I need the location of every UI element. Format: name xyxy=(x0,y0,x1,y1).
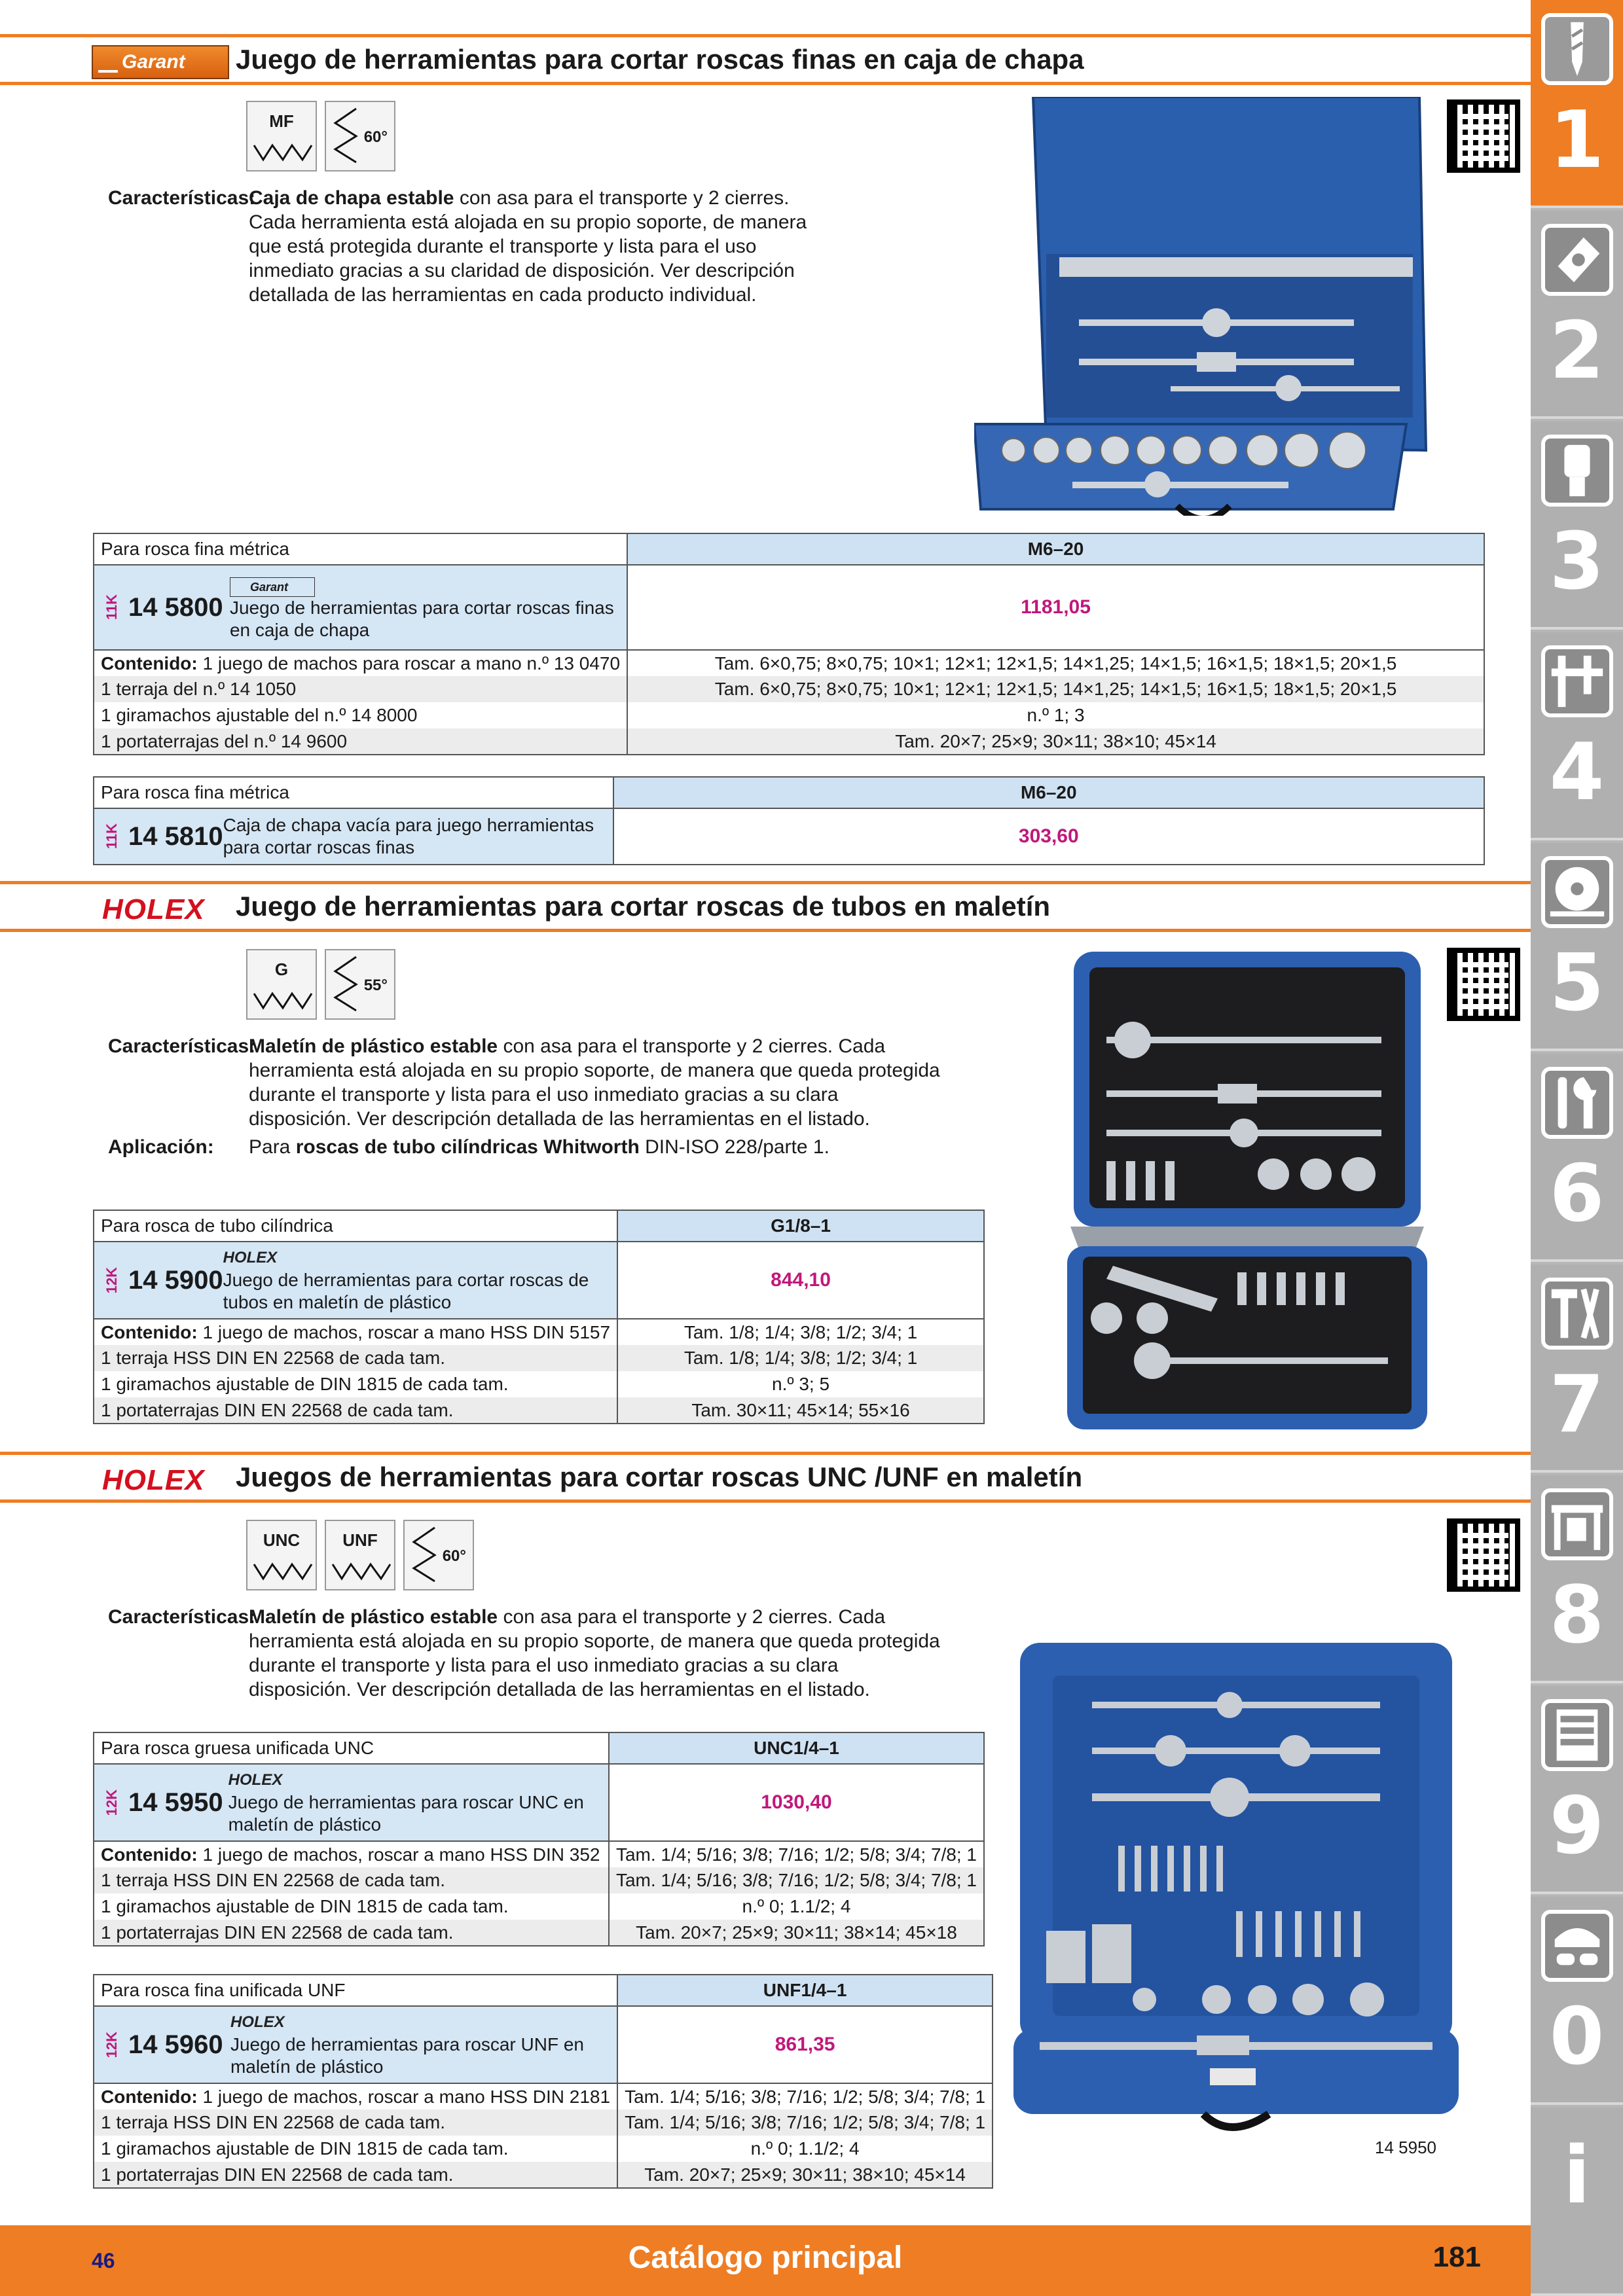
thread-symbols xyxy=(246,1520,474,1590)
product-image-unc-unf-case xyxy=(1013,1636,1459,2134)
table-row: Contenido: 1 juego de machos, roscar a mano HSS DIN 5157 Tam. 1/8; 1/4; 3/8; 1/2; 3/4; 1 xyxy=(94,1319,984,1345)
table-row: 1 giramachos ajustable de DIN 1815 de cada tam. n.º 0; 1.1/2; 4 xyxy=(94,2136,993,2162)
table-row: Contenido: 1 juego de machos, roscar a mano HSS DIN 352 Tam. 1/4; 5/16; 3/8; 7/16; 1/2; 5/8; 3/4; 7/8; 1 xyxy=(94,1841,984,1867)
catalog-section-number: 46 xyxy=(92,2249,115,2272)
section-header xyxy=(0,1452,1531,1503)
chapter-number: 2 xyxy=(1549,306,1605,397)
chapter-tab-8[interactable] xyxy=(1531,1475,1623,1683)
chapter-number: 6 xyxy=(1549,1149,1605,1240)
tool-holder-icon xyxy=(1541,435,1613,507)
chapter-number: 4 xyxy=(1549,727,1605,818)
insert-icon xyxy=(1541,224,1613,296)
application-text: Aplicación: Para roscas de tubo cilíndricas Whitworth DIN-ISO 228/parte 1. xyxy=(108,1136,830,1158)
footer-title: Catálogo principal xyxy=(628,2240,903,2275)
cabinet-icon xyxy=(1541,1699,1613,1771)
article-price: 1181,05 xyxy=(627,565,1484,650)
article-number: 14 5810 xyxy=(128,822,223,851)
article-price: 844,10 xyxy=(617,1242,984,1319)
thread-angle-symbol: 60° xyxy=(403,1520,474,1590)
chapter-tab-1[interactable] xyxy=(1531,0,1623,208)
qr-code-icon[interactable] xyxy=(1447,1518,1520,1592)
product-image-pipe-thread-case xyxy=(1061,952,1434,1429)
chapter-tab-3[interactable] xyxy=(1531,422,1623,630)
product-table-145810 xyxy=(93,776,1485,865)
chapter-number: 3 xyxy=(1549,516,1605,607)
chapter-number: 9 xyxy=(1549,1781,1605,1872)
table-row-article[interactable] xyxy=(94,1764,984,1841)
article-description: Juego de herramientas para cortar roscas de tubos en maletín de plástico xyxy=(223,1270,589,1312)
holex-logo-small: HOLEX xyxy=(230,2013,285,2031)
product-image-steel-case xyxy=(974,97,1432,516)
article-number: 14 5900 xyxy=(128,1266,223,1295)
product-table-145960 xyxy=(93,1974,993,2189)
chapter-number: 1 xyxy=(1549,95,1605,186)
holex-logo: HOLEX xyxy=(102,893,205,925)
holex-logo-small: HOLEX xyxy=(228,1771,283,1789)
product-table-145900 xyxy=(93,1210,985,1424)
section-header xyxy=(0,34,1531,85)
table-header-label: Para rosca de tubo cilíndrica xyxy=(94,1210,617,1242)
article-description: Caja de chapa vacía para juego herramientas para cortar roscas finas xyxy=(223,815,594,857)
table-row-article[interactable] xyxy=(94,1242,984,1319)
table-row: 1 terraja HSS DIN EN 22568 de cada tam. Tam. 1/4; 5/16; 3/8; 7/16; 1/2; 5/8; 3/4; 7/8; 1 xyxy=(94,2109,993,2136)
table-row: Contenido: 1 juego de machos, roscar a mano HSS DIN 2181 Tam. 1/4; 5/16; 3/8; 7/16; 1/2; 5/8; 3/4; 7/8; 1 xyxy=(94,2083,993,2109)
table-row: 1 terraja HSS DIN EN 22568 de cada tam. Tam. 1/8; 1/4; 3/8; 1/2; 3/4; 1 xyxy=(94,1345,984,1371)
section-title: Juegos de herramientas para cortar roscas UNC /UNF en maletín xyxy=(236,1462,1083,1492)
section-header xyxy=(0,881,1531,932)
chapter-tab-info[interactable] xyxy=(1531,2108,1623,2296)
thread-symbol-unc: UNC xyxy=(246,1520,317,1590)
table-header-label: Para rosca fina unificada UNF xyxy=(94,1975,617,2006)
thread-angle-symbol: 55° xyxy=(325,949,395,1020)
table-row: Contenido: 1 juego de machos para roscar a mano n.º 13 0470 Tam. 6×0,75; 8×0,75; 10×1; 12×1; 12×1,5; 14×1,25; 14×1,5; 16×1,5; 18×1,5; 20×1,5 xyxy=(94,650,1484,676)
drill-icon xyxy=(1541,13,1613,85)
table-header-label: Para rosca fina métrica xyxy=(94,533,627,565)
table-row-article[interactable] xyxy=(94,2006,993,2083)
product-table-145800 xyxy=(93,533,1485,755)
page-number: 181 xyxy=(1432,2241,1481,2273)
article-number: 14 5950 xyxy=(128,1788,223,1817)
table-row: 1 giramachos ajustable de DIN 1815 de cada tam. n.º 3; 5 xyxy=(94,1371,984,1397)
table-row: 1 giramachos ajustable del n.º 14 8000 n.º 1; 3 xyxy=(94,702,1484,728)
table-header-label: Para rosca fina métrica xyxy=(94,777,613,808)
article-price: 303,60 xyxy=(613,808,1484,865)
article-price: 1030,40 xyxy=(609,1764,984,1841)
thread-symbols xyxy=(246,949,395,1020)
chapter-tabs xyxy=(1531,0,1623,2296)
chapter-tab-2[interactable] xyxy=(1531,211,1623,419)
chapter-number: 7 xyxy=(1549,1359,1605,1450)
price-code: 12K xyxy=(103,2031,120,2058)
caliper-icon xyxy=(1541,645,1613,717)
article-description: Juego de herramientas para roscar UNF en maletín de plástico xyxy=(230,2034,584,2077)
features-text: Características: Maletín de plástico estable con asa para el transporte y 2 cierres. Cada herramienta está alojada en su propio soporte, de manera que queda protegida durante el transporte y lista para el uso inmediato gracias a su clara disposición. Ver descripción detallada de las herramientas en el listado. xyxy=(108,1606,940,1700)
thread-symbol-unf: UNF xyxy=(325,1520,395,1590)
section-title: Juego de herramientas para cortar roscas de tubos en maletín xyxy=(236,891,1051,922)
chapter-number: 8 xyxy=(1549,1570,1605,1661)
table-header-dimension: M6–20 xyxy=(627,533,1484,565)
holex-logo: HOLEX xyxy=(102,1464,205,1496)
price-code: 12K xyxy=(103,1789,120,1816)
wrench-icon xyxy=(1541,1067,1613,1139)
qr-code-icon[interactable] xyxy=(1447,99,1520,173)
table-row: 1 portaterrajas del n.º 14 9600 Tam. 20×7; 25×9; 30×11; 38×10; 45×14 xyxy=(94,728,1484,755)
table-row: 1 portaterrajas DIN EN 22568 de cada tam. Tam. 30×11; 45×14; 55×16 xyxy=(94,1397,984,1424)
table-row-article[interactable] xyxy=(94,808,1484,865)
article-description: Juego de herramientas para roscar UNC en maletín de plástico xyxy=(228,1792,584,1835)
chapter-tab-5[interactable] xyxy=(1531,843,1623,1051)
thread-symbols xyxy=(246,101,395,171)
chapter-tab-6[interactable] xyxy=(1531,1054,1623,1262)
table-header-dimension: M6–20 xyxy=(613,777,1484,808)
pliers-icon xyxy=(1541,1278,1613,1350)
section-title: Juego de herramientas para cortar roscas finas en caja de chapa xyxy=(236,44,1084,75)
product-table-145950 xyxy=(93,1732,985,1946)
chapter-tab-7[interactable] xyxy=(1531,1265,1623,1473)
qr-code-icon[interactable] xyxy=(1447,948,1520,1021)
price-code: 12K xyxy=(103,1266,120,1294)
thread-symbol-g: G xyxy=(246,949,317,1020)
chapter-number: 5 xyxy=(1549,938,1605,1029)
price-code: 11K xyxy=(103,594,120,620)
price-code: 11K xyxy=(103,823,120,850)
table-header-dimension: UNF1/4–1 xyxy=(617,1975,993,2006)
features-text: Características: Maletín de plástico estable con asa para el transporte y 2 cierres. Cada herramienta está alojada en su propio soporte, de manera que queda protegida durante el transporte y lista para el uso inmediato gracias a su clara disposición. Ver descripción detallada de las herramientas en el listado. xyxy=(108,1035,940,1130)
article-number: 14 5960 xyxy=(128,2030,223,2059)
table-header-dimension: UNC1/4–1 xyxy=(609,1732,984,1764)
table-header-dimension: G1/8–1 xyxy=(617,1210,984,1242)
grinding-disc-icon xyxy=(1541,856,1613,928)
page-footer xyxy=(0,2225,1531,2296)
workbench-icon xyxy=(1541,1488,1613,1560)
features-text: Características: Caja de chapa estable con asa para el transporte y 2 cierres. Cada herramienta está alojada en su propio soporte, de manera que está protegida durante el transporte y lista para el uso inmediato gracias a su claridad de disposición. Ver descripción detallada de las herramientas en cada producto individual. xyxy=(108,187,807,306)
table-row: 1 portaterrajas DIN EN 22568 de cada tam. Tam. 20×7; 25×9; 30×11; 38×14; 45×18 xyxy=(94,1920,984,1946)
article-number: 14 5800 xyxy=(128,593,223,622)
chapter-number: 0 xyxy=(1549,1992,1605,2083)
garant-logo: Garant xyxy=(92,45,229,79)
thread-symbol-mf: MF xyxy=(246,101,317,171)
table-row: 1 giramachos ajustable de DIN 1815 de cada tam. n.º 0; 1.1/2; 4 xyxy=(94,1893,984,1920)
article-price: 861,35 xyxy=(617,2006,993,2083)
article-description: Juego de herramientas para cortar roscas finas en caja de chapa xyxy=(229,597,614,640)
info-icon: i xyxy=(1563,2130,1591,2221)
table-row-article[interactable] xyxy=(94,565,1484,650)
holex-logo-small: HOLEX xyxy=(223,1249,278,1266)
table-row: 1 terraja HSS DIN EN 22568 de cada tam. Tam. 1/4; 5/16; 3/8; 7/16; 1/2; 5/8; 3/4; 7/8; 1 xyxy=(94,1867,984,1893)
table-row: 1 terraja del n.º 14 1050 Tam. 6×0,75; 8×0,75; 10×1; 12×1; 12×1,5; 14×1,25; 14×1,5; 16×1,5; 18×1,5; 20×1,5 xyxy=(94,676,1484,702)
table-header-label: Para rosca gruesa unificada UNC xyxy=(94,1732,609,1764)
table-row: 1 portaterrajas DIN EN 22568 de cada tam. Tam. 20×7; 25×9; 30×11; 38×10; 45×14 xyxy=(94,2162,993,2188)
image-caption: 14 5950 xyxy=(1375,2138,1436,2157)
chapter-tab-4[interactable] xyxy=(1531,632,1623,840)
garant-logo-small: Garant xyxy=(230,577,315,597)
chapter-tab-0[interactable] xyxy=(1531,1897,1623,2105)
thread-angle-symbol: 60° xyxy=(325,101,395,171)
safety-icon xyxy=(1541,1910,1613,1982)
chapter-tab-9[interactable] xyxy=(1531,1686,1623,1894)
